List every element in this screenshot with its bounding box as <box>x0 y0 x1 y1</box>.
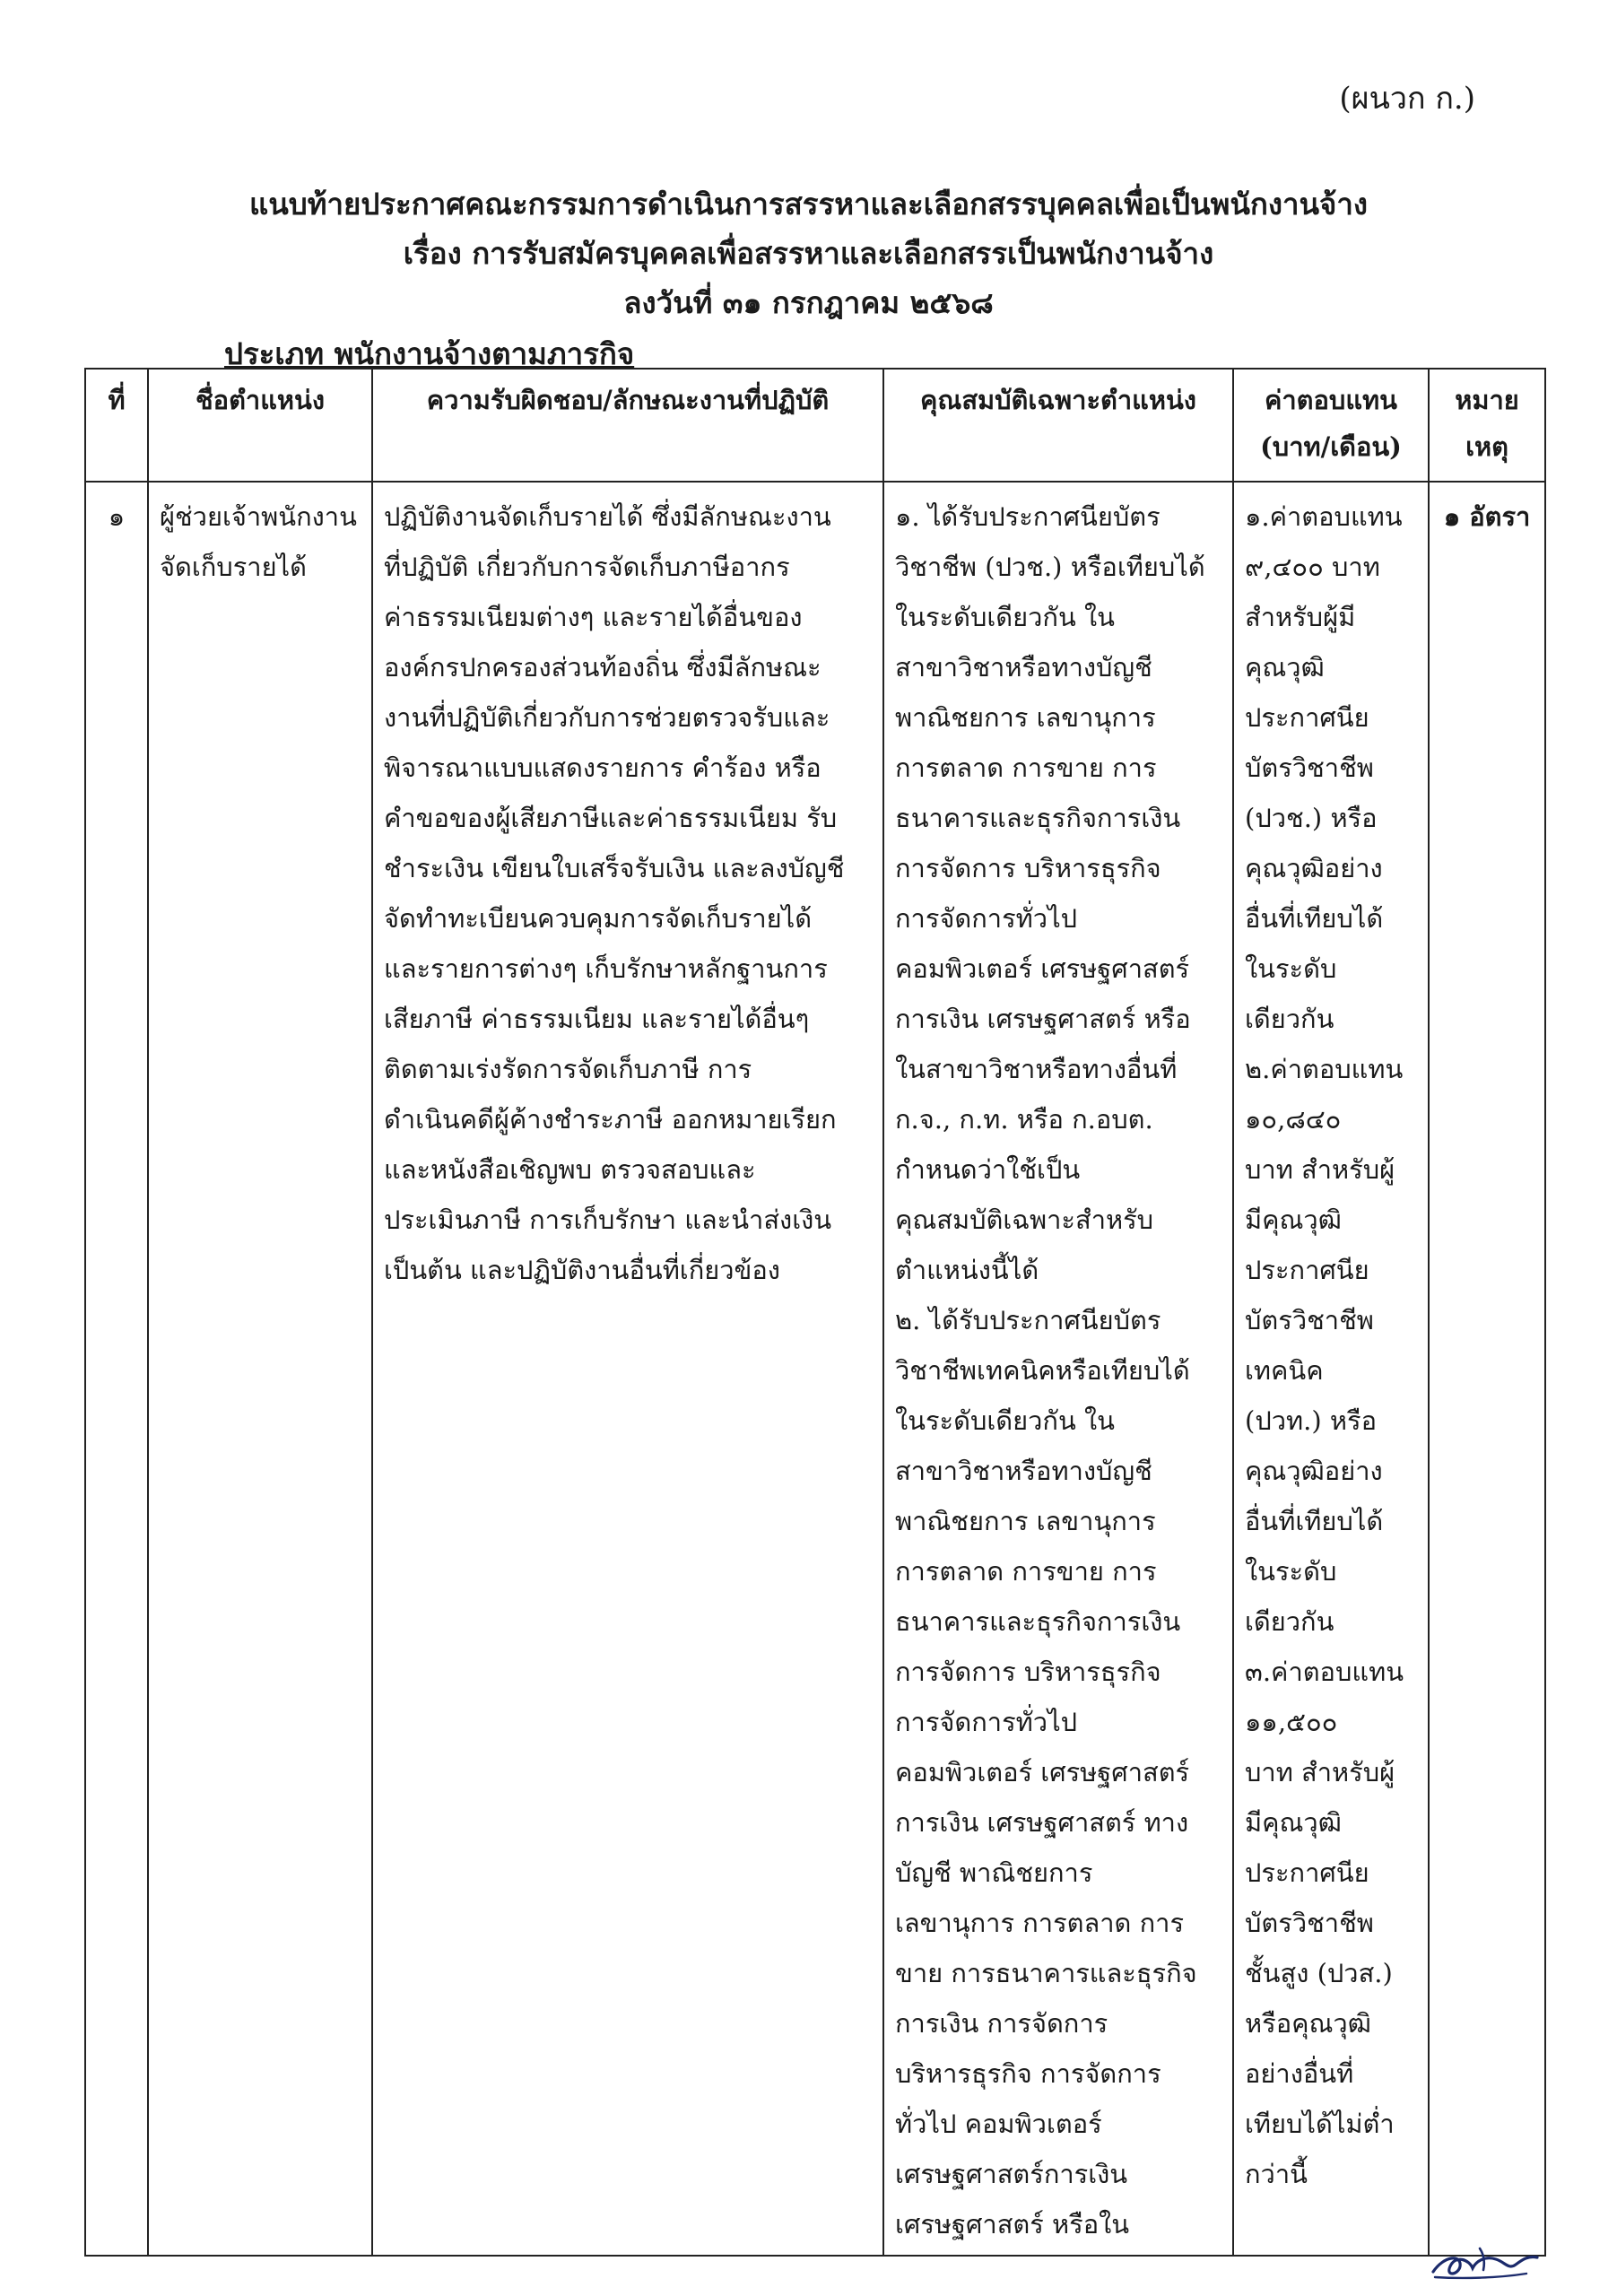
table-header-row <box>85 369 1545 482</box>
cell-line: ชั้นสูง (ปวส.) <box>1245 1958 1393 1988</box>
cell-line: บัตรวิชาชีพ <box>1245 1908 1374 1938</box>
cell-line: การเงิน เศรษฐศาสตร์ ทาง <box>895 1807 1189 1838</box>
cell-line: องค์กรปกครองส่วนท้องถิ่น ซึ่งมีลักษณะ <box>384 652 822 683</box>
cell-line: ติดตามเร่งรัดการจัดเก็บภาษี การ <box>384 1054 752 1084</box>
cell-line: การตลาด การขาย การ <box>895 1556 1157 1587</box>
employee-category: ประเภท พนักงานจ้างตามภารกิจ <box>224 336 635 371</box>
cell-line: คุณวุฒิอย่าง <box>1245 853 1383 883</box>
cell-line: คุณสมบัติเฉพาะสำหรับ <box>895 1205 1154 1235</box>
cell-line: การเงิน เศรษฐศาสตร์ หรือ <box>895 1004 1191 1034</box>
cell-line: คุณวุฒิอย่าง <box>1245 1456 1383 1486</box>
cell-line: บัญชี พาณิชยการ <box>895 1857 1093 1888</box>
cell-line: ในสาขาวิชาหรือทางอื่นที่ <box>895 1054 1178 1084</box>
cell-line: การจัดการ บริหารธุรกิจ <box>895 1657 1161 1687</box>
cell-line: กำหนดว่าใช้เป็น <box>895 1154 1081 1185</box>
cell-line: อย่างอื่นที่ <box>1245 2058 1354 2089</box>
cell-line: ๑.ค่าตอบแทน <box>1245 501 1403 532</box>
cell-line: ๑๐,๘๔๐ <box>1245 1104 1342 1135</box>
cell-line: ธนาคารและธุรกิจการเงิน <box>895 1606 1181 1637</box>
cell-line: พาณิชยการ เลขานุการ <box>895 702 1156 733</box>
cell-line: ผู้ช่วยเจ้าพนักงาน <box>160 501 357 532</box>
cell-line: ขาย การธนาคารและธุรกิจ <box>895 1958 1197 1988</box>
cell-line: ประกาศนีย <box>1245 1255 1369 1285</box>
cell-line: ๒. ได้รับประกาศนียบัตร <box>895 1305 1161 1335</box>
position-table <box>84 368 1546 2257</box>
cell-line: ตำแหน่งนี้ได้ <box>895 1255 1039 1285</box>
cell-line: เทคนิค <box>1245 1355 1324 1386</box>
cell-line: การเงิน การจัดการ <box>895 2008 1108 2039</box>
cell-line: ชำระเงิน เขียนใบเสร็จรับเงิน และลงบัญชี <box>384 853 845 883</box>
cell-line: เสียภาษี ค่าธรรมเนียม และรายได้อื่นๆ <box>384 1004 810 1034</box>
cell-line: ประเมินภาษี การเก็บรักษา และนำส่งเงิน <box>384 1205 832 1235</box>
cell-line: ปฏิบัติงานจัดเก็บรายได้ ซึ่งมีลักษณะงาน <box>384 501 831 532</box>
cell-line: มีคุณวุฒิ <box>1245 1205 1342 1235</box>
cell-line: เดียวกัน <box>1245 1606 1334 1637</box>
cell-line: พิจารณาแบบแสดงรายการ คำร้อง หรือ <box>384 752 822 783</box>
cell-line: พาณิชยการ เลขานุการ <box>895 1506 1156 1536</box>
title-line: ลงวันที่ ๓๑ กรกฎาคม ๒๕๖๘ <box>623 285 994 320</box>
cell-line: บัตรวิชาชีพ <box>1245 752 1374 783</box>
cell-line: ๓.ค่าตอบแทน <box>1245 1657 1404 1687</box>
header-pay-line: ค่าตอบแทน <box>1265 385 1397 415</box>
cell-line: ในระดับเดียวกัน ใน <box>895 602 1115 632</box>
cell-no: ๑ <box>85 482 148 2256</box>
header-remark-line: หมาย <box>1455 385 1519 415</box>
cell-line: การจัดการ บริหารธุรกิจ <box>895 853 1161 883</box>
cell-line: และหนังสือเชิญพบ ตรวจสอบและ <box>384 1154 756 1185</box>
header-no: ที่ <box>85 369 148 482</box>
cell-line: ประกาศนีย <box>1245 1857 1369 1888</box>
cell-line: ในระดับ <box>1245 1556 1337 1587</box>
cell-pay <box>1233 482 1429 2256</box>
cell-line: เศรษฐศาสตร์การเงิน <box>895 2159 1128 2189</box>
cell-line: สาขาวิชาหรือทางบัญชี <box>895 652 1152 683</box>
cell-line: วิชาชีพ (ปวช.) หรือเทียบได้ <box>895 552 1205 582</box>
cell-line: ในระดับเดียวกัน ใน <box>895 1405 1115 1436</box>
cell-line: การตลาด การขาย การ <box>895 752 1157 783</box>
cell-line: การจัดการทั่วไป <box>895 1707 1078 1737</box>
cell-remark: ๑ อัตรา <box>1429 482 1545 2256</box>
cell-line: เดียวกัน <box>1245 1004 1334 1034</box>
header-qualifications: คุณสมบัติเฉพาะตำแหน่ง <box>883 369 1233 482</box>
cell-line: (ปวช.) หรือ <box>1245 803 1378 833</box>
cell-line: สาขาวิชาหรือทางบัญชี <box>895 1456 1152 1486</box>
cell-line: อื่นที่เทียบได้ <box>1245 1506 1384 1536</box>
cell-line: คุณวุฒิ <box>1245 652 1325 683</box>
cell-line: อื่นที่เทียบได้ <box>1245 903 1384 934</box>
cell-line: เศรษฐศาสตร์ หรือใน <box>895 2209 1130 2239</box>
cell-line: จัดเก็บรายได้ <box>160 552 307 582</box>
cell-line: คอมพิวเตอร์ เศรษฐศาสตร์ <box>895 953 1190 984</box>
cell-line: บาท สำหรับผู้ <box>1245 1757 1395 1787</box>
cell-line: บัตรวิชาชีพ <box>1245 1305 1374 1335</box>
cell-line: งานที่ปฏิบัติเกี่ยวกับการช่วยตรวจรับและ <box>384 702 830 733</box>
cell-line: ที่ปฏิบัติ เกี่ยวกับการจัดเก็บภาษีอากร <box>384 552 790 582</box>
cell-line: ธนาคารและธุรกิจการเงิน <box>895 803 1181 833</box>
cell-line: และรายการต่างๆ เก็บรักษาหลักฐานการ <box>384 953 828 984</box>
cell-line: เทียบได้ไม่ต่ำ <box>1245 2109 1395 2139</box>
cell-line: คำขอของผู้เสียภาษีและค่าธรรมเนียม รับ <box>384 803 838 833</box>
document-title <box>0 179 1617 327</box>
cell-line: ค่าธรรมเนียมต่างๆ และรายได้อื่นของ <box>384 602 803 632</box>
cell-line: บาท สำหรับผู้ <box>1245 1154 1395 1185</box>
cell-line: การจัดการทั่วไป <box>895 903 1078 934</box>
cell-position <box>148 482 372 2256</box>
cell-line: สำหรับผู้มี <box>1245 602 1356 632</box>
cell-line: คอมพิวเตอร์ เศรษฐศาสตร์ <box>895 1757 1190 1787</box>
cell-line: เลขานุการ การตลาด การ <box>895 1908 1185 1938</box>
cell-line: ดำเนินคดีผู้ค้างชำระภาษี ออกหมายเรียก <box>384 1104 837 1135</box>
title-line: เรื่อง การรับสมัครบุคคลเพื่อสรรหาและเลือกสรรเป็นพนักงานจ้าง <box>403 236 1214 271</box>
cell-line: ๑๑,๕๐๐ <box>1245 1707 1338 1737</box>
header-duties: ความรับผิดชอบ/ลักษณะงานที่ปฏิบัติ <box>372 369 883 482</box>
cell-line: บริหารธุรกิจ การจัดการ <box>895 2058 1161 2089</box>
title-line: แนบท้ายประกาศคณะกรรมการดำเนินการสรรหาและเลือกสรรบุคคลเพื่อเป็นพนักงานจ้าง <box>248 187 1369 222</box>
signature-mark <box>1426 2238 1543 2283</box>
cell-line: ๙,๔๐๐ บาท <box>1245 552 1380 582</box>
cell-line: (ปวท.) หรือ <box>1245 1405 1377 1436</box>
header-remark <box>1429 369 1545 482</box>
header-pay-line: (บาท/เดือน) <box>1260 431 1402 462</box>
cell-duties <box>372 482 883 2256</box>
cell-line: ก.จ., ก.ท. หรือ ก.อบต. <box>895 1104 1153 1135</box>
cell-line: ในระดับ <box>1245 953 1337 984</box>
cell-qualifications <box>883 482 1233 2256</box>
cell-line: เป็นต้น และปฏิบัติงานอื่นที่เกี่ยวข้อง <box>384 1255 780 1285</box>
cell-line: หรือคุณวุฒิ <box>1245 2008 1371 2039</box>
header-remark-line: เหตุ <box>1465 431 1508 462</box>
header-position: ชื่อตำแหน่ง <box>148 369 372 482</box>
header-pay <box>1233 369 1429 482</box>
cell-line: กว่านี้ <box>1245 2159 1308 2189</box>
cell-line: ประกาศนีย <box>1245 702 1369 733</box>
cell-line: จัดทำทะเบียนควบคุมการจัดเก็บรายได้ <box>384 903 813 934</box>
cell-line: มีคุณวุฒิ <box>1245 1807 1342 1838</box>
cell-line: ๑. ได้รับประกาศนียบัตร <box>895 501 1161 532</box>
cell-line: ทั่วไป คอมพิวเตอร์ <box>895 2109 1102 2139</box>
annex-label: (ผนวก ก.) <box>1339 81 1475 117</box>
table-row <box>85 482 1545 2256</box>
cell-line: วิชาชีพเทคนิคหรือเทียบได้ <box>895 1355 1190 1386</box>
cell-line: ๒.ค่าตอบแทน <box>1245 1054 1404 1084</box>
